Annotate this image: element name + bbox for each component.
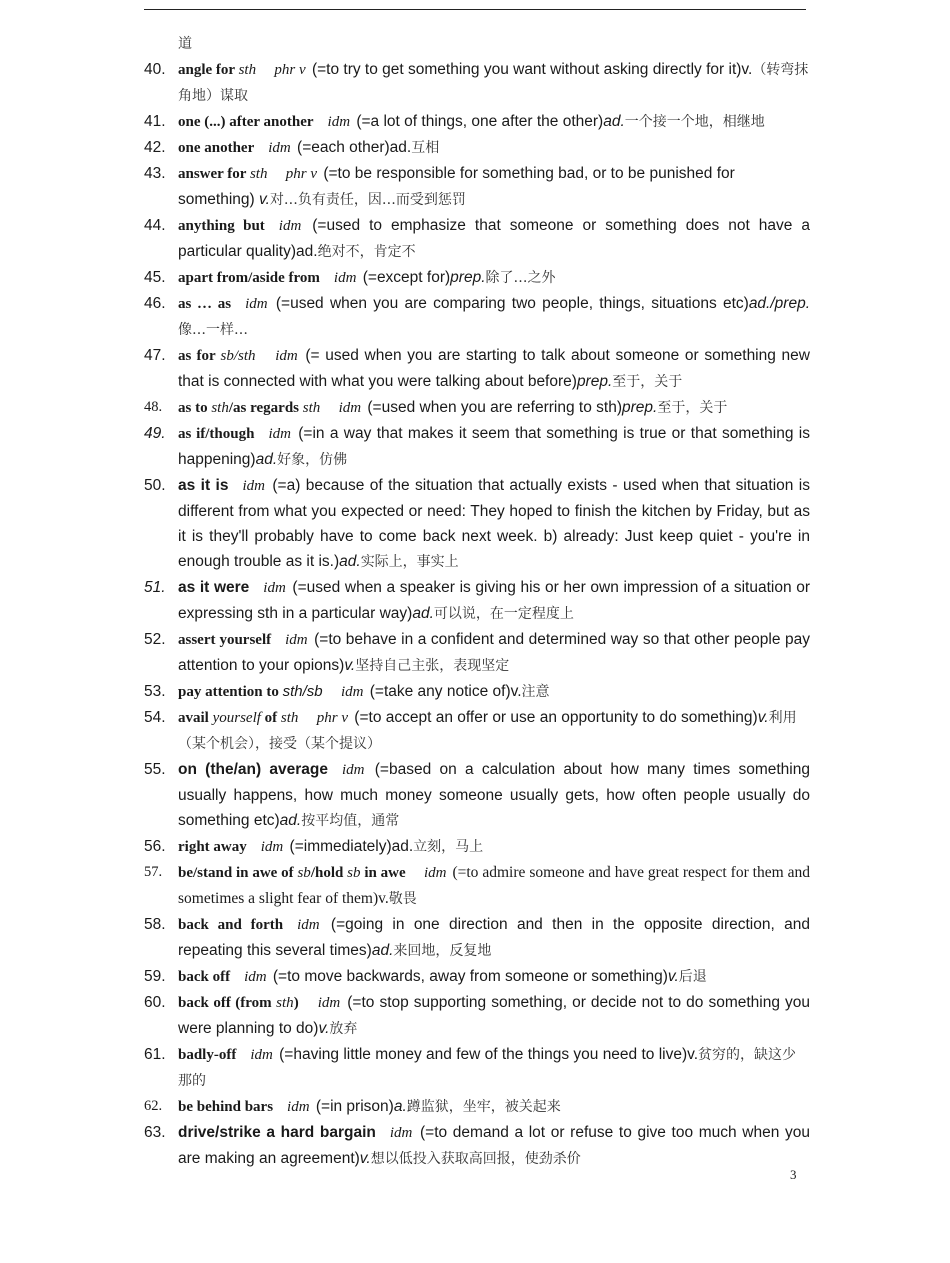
entry-58 bbox=[144, 912, 810, 964]
part-of-speech: v. bbox=[359, 1150, 371, 1167]
entry-number: 62. bbox=[144, 1098, 163, 1114]
entry-41 bbox=[144, 109, 810, 135]
headword-object: sth bbox=[211, 400, 229, 416]
usage-tag: idm bbox=[327, 114, 351, 130]
headword: pay attention to bbox=[178, 684, 283, 700]
entry-49 bbox=[144, 421, 810, 473]
entry-number: 49. bbox=[144, 425, 166, 442]
headword-object-alt: sth bbox=[302, 400, 321, 416]
headword: one another bbox=[178, 140, 255, 156]
headword: as for bbox=[178, 348, 221, 364]
part-of-speech: prep. bbox=[621, 399, 658, 416]
entry-52 bbox=[144, 627, 810, 679]
entry-number: 40. bbox=[144, 61, 166, 78]
usage-tag: idm bbox=[333, 270, 357, 286]
vocabulary-list bbox=[144, 32, 810, 1172]
definition: (=to stop supporting something, or decide not to do something you were planning to do) bbox=[178, 994, 810, 1037]
headword-alt: of bbox=[260, 710, 281, 726]
chinese-meaning: 一个接一个地，相继地 bbox=[624, 114, 765, 130]
entry-40 bbox=[144, 57, 810, 109]
definition: (= used when you are starting to talk about someone or something new that is connected with what you were talking about before) bbox=[178, 347, 810, 390]
entry-60 bbox=[144, 990, 810, 1042]
entry-number: 56. bbox=[144, 838, 166, 855]
entry-48 bbox=[144, 395, 810, 421]
part-of-speech: v. bbox=[757, 709, 769, 726]
entry-53 bbox=[144, 679, 810, 705]
entry-51 bbox=[144, 575, 810, 627]
entry-47 bbox=[144, 343, 810, 395]
entry-46 bbox=[144, 291, 810, 343]
entry-55 bbox=[144, 757, 810, 834]
headword-object: sth bbox=[276, 995, 294, 1011]
part-of-speech: v. bbox=[667, 968, 679, 985]
definition: (=to admire someone and have great respect for them and sometimes a slight fear of them)v. bbox=[178, 864, 810, 907]
headword-object-alt: sth bbox=[280, 710, 299, 726]
headword: back off bbox=[178, 969, 231, 985]
entry-number: 55. bbox=[144, 761, 166, 778]
entry-number: 45. bbox=[144, 269, 166, 286]
definition: (=having little money and few of the things you need to live)v. bbox=[274, 1046, 699, 1063]
headword-object: yourself bbox=[212, 710, 261, 726]
headword: on (the/an) average bbox=[178, 761, 329, 778]
headword: right away bbox=[178, 839, 247, 855]
definition: (=used when you are referring to sth) bbox=[363, 399, 622, 416]
headword-object: sth/sb bbox=[282, 683, 323, 700]
definition: (=in a way that makes it seem that something is true or that something is happening) bbox=[178, 425, 810, 468]
definition: (=used when you are comparing two people, things, situations etc) bbox=[269, 295, 749, 312]
definition: (=used to emphasize that someone or something does not have a particular quality)ad. bbox=[178, 217, 810, 260]
definition: (=a) because of the situation that actually exists - used when that situation is different from what you expected or need: They hoped to finish the kitchen by Friday, but as it is they'll probably have to come back next week. b) already: Just keep quiet - you're in enough trouble as it is.) bbox=[178, 477, 811, 570]
usage-tag: idm bbox=[245, 296, 268, 312]
chinese-meaning: 对…负有责任，因…而受到惩罚 bbox=[269, 192, 466, 208]
usage-tag: idm bbox=[250, 1047, 273, 1063]
continued-text: 道 bbox=[178, 36, 192, 52]
chinese-meaning: 除了…之外 bbox=[485, 270, 556, 286]
chinese-meaning: 蹲监狱，坐牢，被关起来 bbox=[406, 1099, 561, 1115]
chinese-meaning: 至于，关于 bbox=[612, 374, 683, 390]
chinese-meaning: 想以低投入获取高回报，使劲杀价 bbox=[370, 1151, 581, 1167]
header-rule bbox=[144, 9, 806, 10]
usage-tag: idm bbox=[342, 762, 365, 778]
chinese-meaning: 绝对不，肯定不 bbox=[317, 244, 416, 260]
usage-tag: idm bbox=[244, 969, 267, 985]
entry-number: 60. bbox=[144, 994, 166, 1011]
headword: anything but bbox=[178, 218, 265, 234]
headword: back and forth bbox=[178, 917, 284, 933]
entry-number: 63. bbox=[144, 1124, 166, 1141]
usage-tag: idm bbox=[260, 839, 284, 855]
definition: (=based on a calculation about how many times something usually happens, how much money someone usually gets, how often people usually do something etc) bbox=[178, 761, 810, 829]
definition: (=to accept an offer or use an opportunity to do something) bbox=[350, 709, 758, 726]
entry-54 bbox=[144, 705, 810, 757]
part-of-speech: ad. bbox=[279, 812, 302, 829]
part-of-speech: ad. bbox=[371, 942, 394, 959]
entry-number: 53. bbox=[144, 683, 166, 700]
entry-44 bbox=[144, 213, 810, 265]
part-of-speech: prep. bbox=[450, 269, 486, 286]
entry-number: 42. bbox=[144, 139, 166, 156]
chinese-meaning: 放弃 bbox=[329, 1021, 358, 1037]
definition: (=to behave in a confident and determined way so that other people pay attention to your opions) bbox=[178, 631, 810, 674]
headword: as it were bbox=[178, 579, 250, 596]
usage-tag: idm bbox=[268, 140, 291, 156]
part-of-speech: v. bbox=[318, 1020, 330, 1037]
headword-tail: ) bbox=[293, 995, 299, 1011]
usage-tag: idm bbox=[424, 865, 447, 881]
entry-number: 61. bbox=[144, 1046, 166, 1063]
entry-59 bbox=[144, 964, 810, 990]
definition: (=to try to get something you want without asking directly for it) bbox=[307, 61, 742, 78]
entry-number: 51. bbox=[144, 579, 166, 596]
entry-62 bbox=[144, 1094, 810, 1120]
usage-tag: idm bbox=[389, 1125, 413, 1141]
chinese-meaning: 来回地，反复地 bbox=[393, 943, 492, 959]
headword-object: sb bbox=[297, 865, 311, 881]
headword-object: sth bbox=[238, 62, 257, 78]
headword-object-alt: sb bbox=[347, 865, 361, 881]
chinese-meaning: 立刻，马上 bbox=[413, 839, 484, 855]
entry-50 bbox=[144, 473, 810, 575]
chinese-meaning: 贫穷的，缺这少那的 bbox=[178, 1047, 797, 1089]
entry-61 bbox=[144, 1042, 810, 1094]
part-of-speech: ad. bbox=[339, 553, 361, 570]
continued-line bbox=[144, 32, 810, 57]
headword: badly-off bbox=[178, 1047, 237, 1063]
definition: (=except for) bbox=[358, 269, 451, 286]
entry-42 bbox=[144, 135, 810, 161]
headword: angle for bbox=[178, 62, 239, 78]
usage-tag: idm bbox=[338, 400, 362, 416]
headword: assert yourself bbox=[178, 632, 272, 648]
chinese-meaning: 好象，仿佛 bbox=[277, 452, 348, 468]
headword: avail bbox=[178, 710, 213, 726]
definition: (=to be responsible for something bad, or to be punished for something) bbox=[178, 165, 735, 208]
chinese-meaning: 可以说，在一定程度上 bbox=[433, 606, 574, 622]
headword: one (...) after another bbox=[178, 114, 314, 130]
usage-tag: idm bbox=[242, 478, 265, 494]
entry-number: 57. bbox=[144, 864, 163, 880]
chinese-meaning: 后退 bbox=[678, 969, 707, 985]
chinese-meaning: 按平均值，通常 bbox=[301, 813, 400, 829]
entry-63 bbox=[144, 1120, 810, 1172]
entry-56 bbox=[144, 834, 810, 860]
part-of-speech: prep. bbox=[576, 373, 613, 390]
headword: back off (from bbox=[178, 995, 277, 1011]
usage-tag: idm bbox=[317, 995, 341, 1011]
definition: (=in prison) bbox=[311, 1098, 394, 1115]
definition: (=going in one direction and then in the opposite direction, and repeating this several times) bbox=[178, 916, 810, 959]
chinese-meaning: 至于，关于 bbox=[657, 400, 728, 416]
usage-tag: idm bbox=[340, 684, 364, 700]
part-of-speech: ad. bbox=[603, 113, 625, 130]
headword: apart from/aside from bbox=[178, 270, 320, 286]
entry-number: 58. bbox=[144, 916, 166, 933]
entry-number: 52. bbox=[144, 631, 166, 648]
chinese-meaning: 像…一样… bbox=[178, 322, 248, 338]
entry-number: 41. bbox=[144, 113, 166, 130]
entry-57 bbox=[144, 860, 810, 912]
entry-number: 43. bbox=[144, 165, 166, 182]
part-of-speech: ad. bbox=[412, 605, 434, 622]
entry-45 bbox=[144, 265, 810, 291]
entry-number: 46. bbox=[144, 295, 166, 312]
definition: (=immediately)ad. bbox=[285, 838, 414, 855]
headword-object: sb/sth bbox=[220, 348, 256, 364]
headword-object: sth bbox=[249, 166, 268, 182]
usage-tag: idm bbox=[297, 917, 320, 933]
headword: as to bbox=[178, 400, 212, 416]
headword: as … as bbox=[178, 296, 232, 312]
usage-tag: idm bbox=[287, 1099, 310, 1115]
headword: answer for bbox=[178, 166, 250, 182]
definition: (=to demand a lot or refuse to give too much when you are making an agreement) bbox=[178, 1124, 810, 1167]
definition: (=each other)ad. bbox=[292, 139, 412, 156]
usage-tag: idm bbox=[263, 580, 286, 596]
headword: be behind bars bbox=[178, 1099, 274, 1115]
usage-tag: phr v bbox=[316, 710, 348, 726]
entry-number: 50. bbox=[144, 477, 166, 494]
part-of-speech: v. bbox=[258, 191, 270, 208]
definition: (=to move backwards, away from someone or something) bbox=[268, 968, 668, 985]
chinese-meaning: 利用（某个机会），接受（某个提议） bbox=[178, 710, 797, 752]
chinese-meaning: （转弯抹角地）谋取 bbox=[178, 62, 809, 104]
usage-tag: idm bbox=[275, 348, 298, 364]
entry-number: 48. bbox=[144, 399, 163, 415]
headword: as if/though bbox=[178, 426, 255, 442]
entry-43 bbox=[144, 161, 810, 213]
part-of-speech: a. bbox=[393, 1098, 407, 1115]
usage-tag: phr v bbox=[285, 166, 318, 182]
part-of-speech: v. bbox=[741, 61, 753, 78]
usage-tag: idm bbox=[285, 632, 308, 648]
definition: (=a lot of things, one after the other) bbox=[352, 113, 604, 130]
chinese-meaning: 坚持自己主张，表现坚定 bbox=[355, 658, 510, 674]
usage-tag: idm bbox=[278, 218, 302, 234]
chinese-meaning: 互相 bbox=[411, 140, 440, 156]
headword-tail: in awe bbox=[360, 865, 406, 881]
chinese-meaning: 注意 bbox=[521, 684, 550, 700]
entry-number: 59. bbox=[144, 968, 166, 985]
entry-number: 47. bbox=[144, 347, 166, 364]
headword: as it is bbox=[178, 477, 229, 494]
entry-number: 54. bbox=[144, 709, 166, 726]
chinese-meaning: 敬畏 bbox=[388, 891, 417, 907]
headword: be/stand in awe of bbox=[178, 865, 298, 881]
part-of-speech: v. bbox=[344, 657, 356, 674]
part-of-speech: ad. bbox=[255, 451, 278, 468]
headword-alt: /hold bbox=[310, 865, 348, 881]
usage-tag: phr v bbox=[274, 62, 306, 78]
entry-number: 44. bbox=[144, 217, 166, 234]
chinese-meaning: 实际上，事实上 bbox=[360, 554, 459, 570]
headword: drive/strike a hard bargain bbox=[178, 1124, 376, 1141]
usage-tag: idm bbox=[268, 426, 291, 442]
page-number: 3 bbox=[790, 1167, 797, 1182]
part-of-speech: ad./prep. bbox=[748, 295, 810, 312]
definition: (=used when a speaker is giving his or her own impression of a situation or expressing sth in a particular way) bbox=[178, 579, 810, 622]
headword-alt: /as regards bbox=[228, 400, 303, 416]
definition: (=take any notice of)v. bbox=[365, 683, 522, 700]
